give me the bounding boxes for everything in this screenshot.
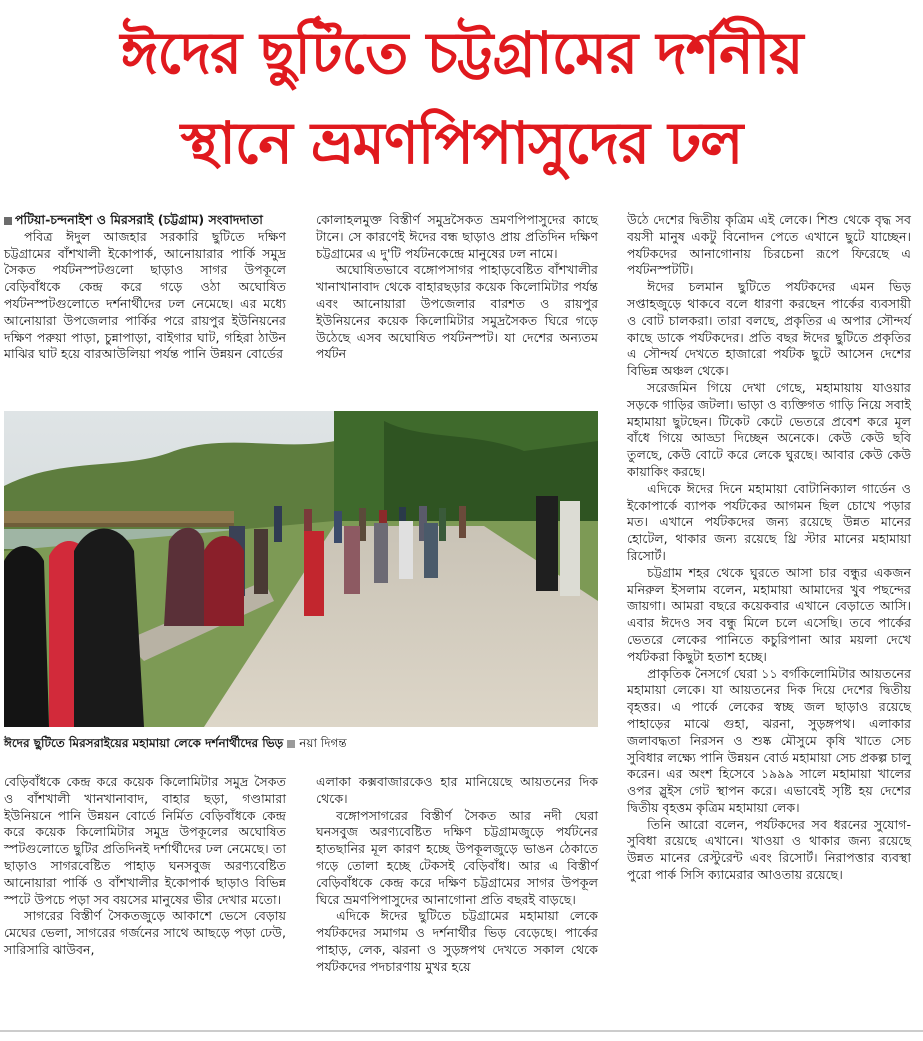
paragraph: বঙ্গোপসাগরের বিস্তীর্ণ সৈকত আর নদী ঘেরা ঘনসবুজ অরণ্যবেষ্টিত দক্ষিণ চট্টগ্রামজুড়ে পর্যটনের হাতছানির মূল কারণ হচ্ছে উপকূলজুড়ে ভাঙন ঠেকাতে গড়ে তোলা হচ্ছে টেকসই বেড়িবাঁধ। আর এ বিস্তীর্ণ বেড়িবাঁধকে কেন্দ্র করে দক্ষিণ চট্টগ্রামের সাগর উপকূল ঘিরে ভ্রমণপিপাসুদের আনাগোনা প্রতি বছরই বাড়ছে। bbox=[316, 807, 598, 907]
paragraph: বেড়িবাঁধকে কেন্দ্র করে কয়েক কিলোমিটার সমুদ্র সৈকত ও বাঁশখালী খানখানাবাদ, বাহার ছড়া, গণ্ডামারা ইউনিয়নে পানি উন্নয়ন বোর্ডে নির্মিত বেড়িবাঁধকে কেন্দ্র করে কয়েক কিলোমিটার সমুদ্র উপকূলের অঘোষিত স্পটগুলোতে ছুটির প্রতিদিনই দর্শার্থীদের ঢল নেমেছে। তা ছাড়াও সাগরবেষ্টিত পাহাড় ঘনসবুজ অরণ্যবেষ্টিত আনোয়ারা পার্কি ও বাঁশখালীর ইকোপার্ক ছাড়াও বিভিন্ন স্পটে উপচে পড়া সব বয়সের মানুষের ভীর দেখার মতো। bbox=[4, 774, 286, 907]
headline bbox=[0, 8, 923, 188]
bottom-divider bbox=[0, 1030, 923, 1032]
paragraph: উঠে দেশের দ্বিতীয় কৃত্রিম এই লেকে। শিশু থেকে বৃদ্ধ সব বয়সী মানুষ একটু বিনোদন পেতে এখানে ছুটে যাচ্ছেন। পর্যটকদের আনাগোনায় চিরচেনা রূপে ফিরেছে এ পর্যটনস্পটটি। bbox=[627, 212, 911, 278]
photo-caption bbox=[4, 735, 598, 755]
headline-line-1: ঈদের ছুটিতে চট্টগ্রামের দর্শনীয় bbox=[120, 19, 803, 87]
paragraph: এলাকা কক্সবাজারকেও হার মানিয়েছে আয়তনের দিক থেকে। bbox=[316, 774, 598, 806]
paragraph: অঘোষিতভাবে বঙ্গোপসাগর পাহাড়বেষ্টিত বাঁশখালীর খানাখানাবাদ থেকে বাহারছড়ার কয়েক কিলোমিটার পর্যন্ত এবং আনোয়ারা উপজেলার বারশত ও রায়পুর ইউনিয়নের কয়েক কিলোমিটার সমুদ্রসৈকত ঘিরে গড়ে উঠেছে এসব অঘোষিত পর্যটনস্পট। যা দেশের অন্যতম পর্যটন bbox=[316, 262, 598, 362]
caption-text: ঈদের ছুটিতে মিরসরাইয়ের মহামায়া লেকে দর্শনার্থীদের ভিড় bbox=[4, 736, 284, 750]
paragraph: এদিকে ঈদের ছুটিতে চট্টগ্রামের মহামায়া লেকে পর্যটকদের সমাগম ও দর্শনার্থীর ভিড় বেড়েছে। পার্কের পাহাড়, লেক, ঝরনা ও সুড়ঙ্গপথ দেখতে সকাল থেকে পর্যটকদের পদচারণায় মুখর হয়ে bbox=[316, 908, 598, 974]
paragraph: সাগরের বিস্তীর্ণ সৈকতজুড়ে আকাশে ভেসে বেড়ায় মেঘের ভেলা, সাগরের গর্জনের সাথে আছড়ে পড়া ঢেউ, সারিসারি ঝাউবন, bbox=[4, 908, 286, 957]
lake-crowd-photo bbox=[4, 411, 598, 727]
news-photo bbox=[4, 411, 598, 727]
article-column-2-bottom bbox=[316, 774, 598, 976]
paragraph: তিনি আরো বলেন, পর্যটকদের সব ধরনের সুযোগ-সুবিধা রয়েছে এখানে। খাওয়া ও থাকার জন্য রয়েছে উন্নত মানের রেস্টুরেন্ট এবং রিসোর্ট। নিরাপত্তার ব্যবস্থা পুরো পার্ক সিসি ক্যামেরার আওতায় রয়েছে। bbox=[627, 816, 911, 883]
bullet-square-icon bbox=[4, 217, 12, 225]
byline: পটিয়া-চন্দনাইশ ও মিরসরাই (চট্টগ্রাম) সংবাদদাতা bbox=[15, 212, 263, 227]
caption-separator-icon bbox=[287, 740, 295, 748]
article-column-3 bbox=[627, 212, 911, 884]
paragraph: পবিত্র ঈদুল আজহার সরকারি ছুটিতে দক্ষিণ চট্টগ্রামের বাঁশখালী ইকোপার্ক, আনোয়ারার পার্কি সমুদ্র সৈকত পর্যটনস্পটগুলো ছাড়াও সাগর উপকূলে বেড়িবাঁধকে কেন্দ্র করে গড়ে ওঠা অঘোষিত পর্যটনস্পটগুলোতে দর্শনার্থীদের ঢল নেমেছে। এর মধ্যে আনোয়ারা উপজেলার পার্কির পরে রায়পুর ইউনিয়নের দক্ষিণ পরুয়া পাড়া, চুন্নাপাড়া, বাইগার ঘাট, গহিরা ঠাউন মাঝির ঘাট হয়ে বারআউলিয়া পর্যন্ত পানি উন্নয়ন বোর্ডের bbox=[4, 228, 286, 362]
paragraph: এদিকে ঈদের দিনে মহামায়া বোটানিক্যাল গার্ডেন ও ইকোপার্কে ব্যাপক পর্যটকের আগমন ছিল চোখে পড়ার মত। এখানে পর্যটকদের জন্য রয়েছে উন্নত মানের হোটেল, থাকার জন্য রয়েছে থ্রি স্টার মানের মহামায়া রিসোর্ট। bbox=[627, 480, 911, 563]
paragraph: প্রাকৃতিক নৈসর্গে ঘেরা ১১ বর্গকিলোমিটার আয়তনের মহামায়া লেকে। যা আয়তনের দিক দিয়ে দেশের দ্বিতীয় বৃহত্তর। এ পার্কে লেকের স্বচ্ছ জল ছাড়াও রয়েছে পাহাড়ের মাঝে গুহা, ঝরনা, সুড়ঙ্গপথ। এলাকার জলাবদ্ধতা নিরসন ও শুষ্ক মৌসুমে কৃষি খাতে সেচ সুবিধার লক্ষ্যে পানি উন্নয়ন বোর্ড মহামায়া সেচ প্রকল্প চালু করেন। এর অংশ হিসেবে ১৯৯৯ সালে মহামায়া খালের ওপর স্লুইস গেট স্থাপন করে। এভাবেই সৃষ্টি হয় দেশের দ্বিতীয় বৃহত্তম কৃত্রিম মহামায়া লেক। bbox=[627, 665, 911, 815]
paragraph: ঈদের চলমান ছুটিতে পর্যটকদের এমন ভিড় সপ্তাহজুড়ে থাকবে বলে ধারণা করছেন পার্কের ব্যবসায়ী ও বোট চালকরা। তারা বলছে, প্রকৃতির এ অপার সৌন্দর্য কাছে ডাকে পর্যটকদের। প্রতি বছর ঈদের ছুটিতে প্রকৃতির এ সৌন্দর্য দেখতে হাজারো পর্যটক ছুটে আসেন দেশের বিভিন্ন অঞ্চল থেকে। bbox=[627, 279, 911, 379]
byline-paragraph bbox=[4, 212, 286, 229]
paragraph: সরেজমিন গিয়ে দেখা গেছে, মহামায়ায় যাওয়ার সড়কে গাড়ির জটলা। ভাড়া ও ব্যক্তিগত গাড়ি নিয়ে সবাই মহামায়া ছুটছেন। টিকেট কেটে ভেতরে প্রবেশ করে মূল বাঁধে গিয়ে আড্ডা দিচ্ছেন অনেকে। কেউ কেউ ছবি তুলছে, কেউ বোটে করে লেকে ঘুরছে। আবার কেউ কেউ কায়াকিং করছে। bbox=[627, 379, 911, 479]
article-column-1-bottom bbox=[4, 774, 286, 959]
article-column-1-top bbox=[4, 212, 286, 363]
paragraph: চট্টগ্রাম শহর থেকে ঘুরতে আসা চার বন্ধুর একজন মনিরুল ইসলাম বলেন, মহামায়া আমাদের খুব পছন্দের জায়গা। আমরা বছরে কয়েকবার এখানে বেড়াতে আসি। এবার ঈদেও সব বন্ধু মিলে চলে এসেছি। তবে পার্কের ভেতরে লেকের পানিতে কচুরিপানা আর ময়লা দেখে পর্যটকরা কিছুটা হতাশ হচ্ছে। bbox=[627, 564, 911, 664]
photo-credit: নয়া দিগন্ত bbox=[299, 736, 347, 750]
paragraph: কোলাহলমুক্ত বিস্তীর্ণ সমুদ্রসৈকত ভ্রমণপিপাসুদের কাছে টানে। সে কারণেই ঈদের বন্ধ ছাড়াও প্রায় প্রতিদিন দক্ষিণ চট্টগ্রামের এ দু'টি পর্যটনকেন্দ্রে মানুষের ঢল নামে। bbox=[316, 212, 598, 261]
headline-line-2: স্থানে ভ্রমণপিপাসুদের ঢল bbox=[180, 109, 743, 177]
article-column-2-top bbox=[316, 212, 598, 363]
